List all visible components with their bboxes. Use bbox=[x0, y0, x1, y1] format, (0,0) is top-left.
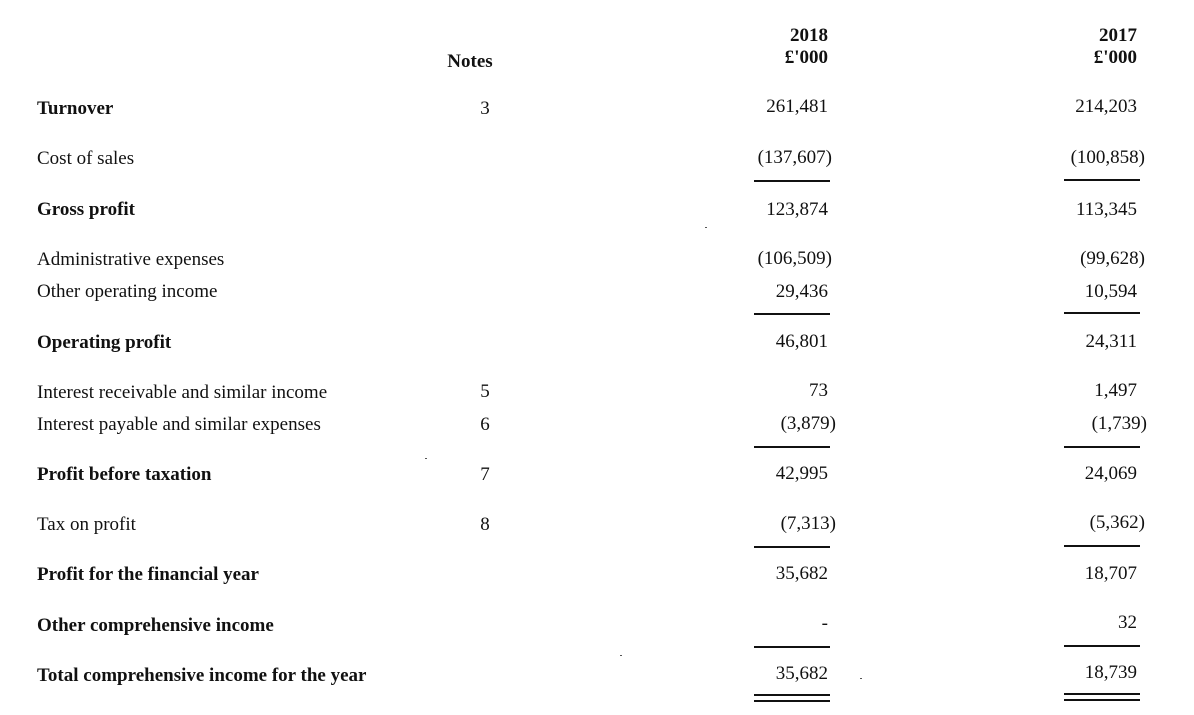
row-label-other-operating-income: Other operating income bbox=[37, 281, 218, 302]
notes-column-header bbox=[430, 51, 510, 73]
row-note-tax-on-profit: 8 bbox=[480, 514, 490, 535]
row-value-2017-profit-for-year: 18,707 bbox=[1084, 563, 1137, 584]
scan-speck bbox=[620, 655, 622, 656]
row-value-2018-interest-payable: (3,879) bbox=[780, 413, 836, 434]
row-value-2018-gross-profit: 123,874 bbox=[766, 199, 828, 220]
scan-speck bbox=[425, 458, 427, 459]
subtotal-rule-2017-gross bbox=[1064, 179, 1140, 181]
row-value-2017-other-comprehensive-income: 32 bbox=[1118, 612, 1137, 633]
subtotal-rule-2018-pbt bbox=[754, 446, 830, 448]
row-label-other-comprehensive-income: Other comprehensive income bbox=[37, 615, 274, 636]
row-label-administrative-expenses: Administrative expenses bbox=[37, 249, 225, 270]
row-label-operating-profit: Operating profit bbox=[37, 332, 172, 353]
subtotal-rule-2018-profit-year bbox=[754, 546, 830, 548]
subtotal-rule-2017-pbt bbox=[1064, 446, 1140, 448]
row-value-2018-profit-for-year: 35,682 bbox=[775, 563, 828, 584]
year-2017-unit: £'000 bbox=[1093, 47, 1137, 68]
row-value-2018-profit-before-taxation: 42,995 bbox=[775, 463, 828, 484]
row-value-2018-cost-of-sales: (137,607) bbox=[757, 147, 832, 168]
row-value-2018-administrative-expenses: (106,509) bbox=[757, 248, 832, 269]
row-value-2018-other-comprehensive-income: - bbox=[821, 613, 828, 634]
row-value-2017-total-comprehensive-income: 18,739 bbox=[1084, 662, 1137, 683]
year-2017-label: 2017 bbox=[1099, 25, 1137, 46]
row-value-2018-operating-profit: 46,801 bbox=[775, 331, 828, 352]
scan-speck bbox=[705, 227, 707, 228]
row-value-2018-other-operating-income: 29,436 bbox=[775, 281, 828, 302]
row-label-total-comprehensive-income: Total comprehensive income for the year bbox=[37, 665, 367, 686]
row-label-gross-profit: Gross profit bbox=[37, 199, 135, 220]
subtotal-rule-2017-total bbox=[1064, 645, 1140, 647]
year-2018-column-header bbox=[785, 25, 828, 69]
scan-speck bbox=[860, 678, 862, 679]
row-value-2017-tax-on-profit: (5,362) bbox=[1089, 512, 1145, 533]
row-label-interest-payable: Interest payable and similar expenses bbox=[37, 414, 321, 435]
row-label-profit-before-taxation: Profit before taxation bbox=[37, 464, 212, 485]
subtotal-rule-2017-operating bbox=[1064, 312, 1140, 314]
row-note-interest-payable: 6 bbox=[480, 414, 490, 435]
subtotal-rule-2017-profit-year bbox=[1064, 545, 1140, 547]
row-value-2017-profit-before-taxation: 24,069 bbox=[1084, 463, 1137, 484]
row-label-tax-on-profit: Tax on profit bbox=[37, 514, 136, 535]
row-value-2017-operating-profit: 24,311 bbox=[1085, 331, 1137, 352]
notes-header-label: Notes bbox=[447, 51, 493, 72]
row-value-2018-turnover: 261,481 bbox=[766, 96, 828, 117]
year-2018-unit: £'000 bbox=[784, 47, 828, 68]
row-value-2017-other-operating-income: 10,594 bbox=[1084, 281, 1137, 302]
row-label-profit-for-year: Profit for the financial year bbox=[37, 564, 259, 585]
row-label-turnover: Turnover bbox=[37, 98, 114, 119]
row-value-2018-total-comprehensive-income: 35,682 bbox=[775, 663, 828, 684]
row-value-2017-administrative-expenses: (99,628) bbox=[1080, 248, 1145, 269]
year-2018-label: 2018 bbox=[790, 25, 828, 46]
subtotal-rule-2018-total bbox=[754, 646, 830, 648]
subtotal-rule-2018-gross bbox=[754, 180, 830, 182]
row-value-2017-gross-profit: 113,345 bbox=[1075, 199, 1137, 220]
row-value-2018-interest-receivable: 73 bbox=[809, 380, 828, 401]
double-underline-2017 bbox=[1064, 693, 1140, 701]
year-2017-column-header bbox=[1094, 25, 1137, 69]
row-label-cost-of-sales: Cost of sales bbox=[37, 148, 135, 169]
row-note-turnover: 3 bbox=[480, 98, 490, 119]
row-value-2017-interest-payable: (1,739) bbox=[1091, 413, 1147, 434]
row-value-2017-cost-of-sales: (100,858) bbox=[1070, 147, 1145, 168]
double-underline-2018 bbox=[754, 694, 830, 702]
row-label-interest-receivable: Interest receivable and similar income bbox=[37, 382, 328, 403]
row-value-2017-turnover: 214,203 bbox=[1075, 96, 1137, 117]
row-note-interest-receivable: 5 bbox=[480, 381, 490, 402]
row-value-2017-interest-receivable: 1,497 bbox=[1094, 380, 1137, 401]
row-note-profit-before-taxation: 7 bbox=[480, 464, 490, 485]
subtotal-rule-2018-operating bbox=[754, 313, 830, 315]
row-value-2018-tax-on-profit: (7,313) bbox=[780, 513, 836, 534]
